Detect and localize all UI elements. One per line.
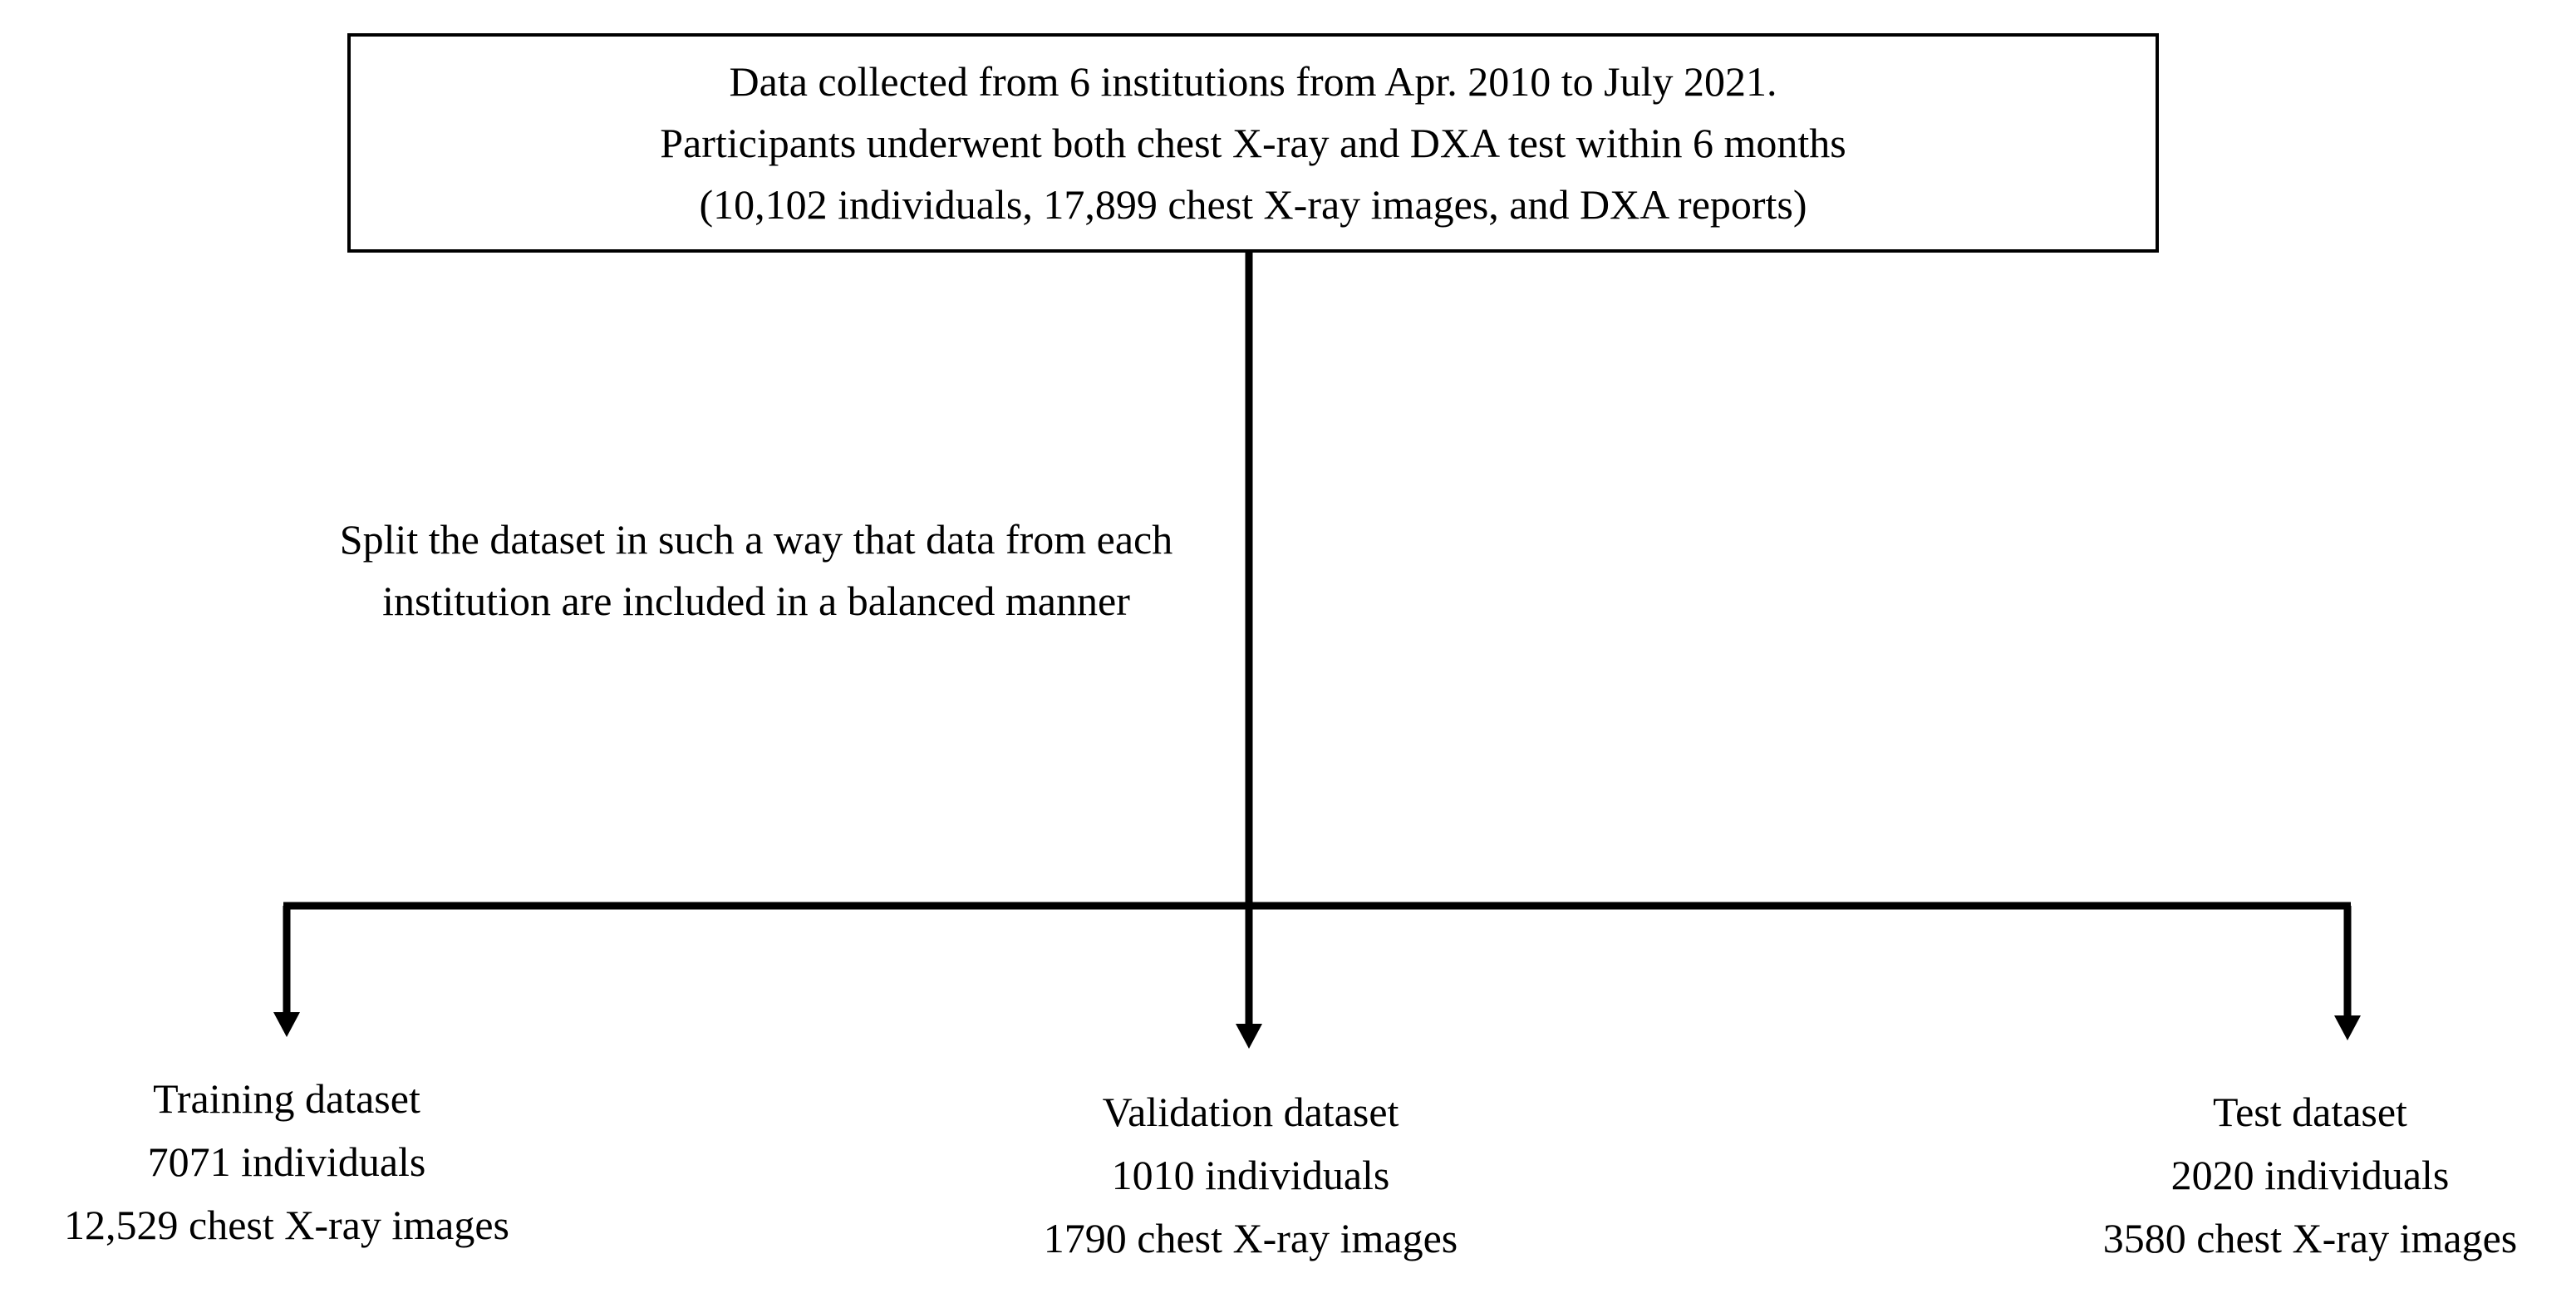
source-line-3: (10,102 individuals, 17,899 chest X-ray images, and DXA reports) bbox=[699, 181, 1807, 228]
arrowhead-training bbox=[273, 1012, 300, 1037]
source-line-2: Participants underwent both chest X-ray and DXA test within 6 months bbox=[660, 120, 1846, 166]
test-images: 3580 chest X-ray images bbox=[2102, 1215, 2518, 1261]
training-dataset-node bbox=[0, 1067, 627, 1256]
test-individuals: 2020 individuals bbox=[2170, 1152, 2450, 1198]
training-individuals: 7071 individuals bbox=[147, 1138, 426, 1185]
source-line-1: Data collected from 6 institutions from Apr. 2010 to July 2021. bbox=[729, 58, 1777, 105]
split-line-2: institution are included in a balanced manner bbox=[382, 578, 1130, 624]
validation-dataset-node bbox=[910, 1080, 1591, 1270]
arrowhead-validation bbox=[1236, 1024, 1262, 1049]
test-dataset-node bbox=[1969, 1080, 2576, 1270]
arrowhead-test bbox=[2334, 1015, 2361, 1040]
test-dataset-title: Test dataset bbox=[2213, 1089, 2407, 1135]
training-dataset-title: Training dataset bbox=[153, 1075, 420, 1122]
split-line-1: Split the dataset in such a way that data from each bbox=[339, 516, 1173, 563]
validation-individuals: 1010 individuals bbox=[1111, 1152, 1390, 1198]
validation-images: 1790 chest X-ray images bbox=[1043, 1215, 1458, 1261]
training-images: 12,529 chest X-ray images bbox=[64, 1202, 509, 1248]
data-source-box bbox=[347, 33, 2159, 253]
validation-dataset-title: Validation dataset bbox=[1102, 1089, 1399, 1135]
split-instruction bbox=[150, 509, 1363, 632]
